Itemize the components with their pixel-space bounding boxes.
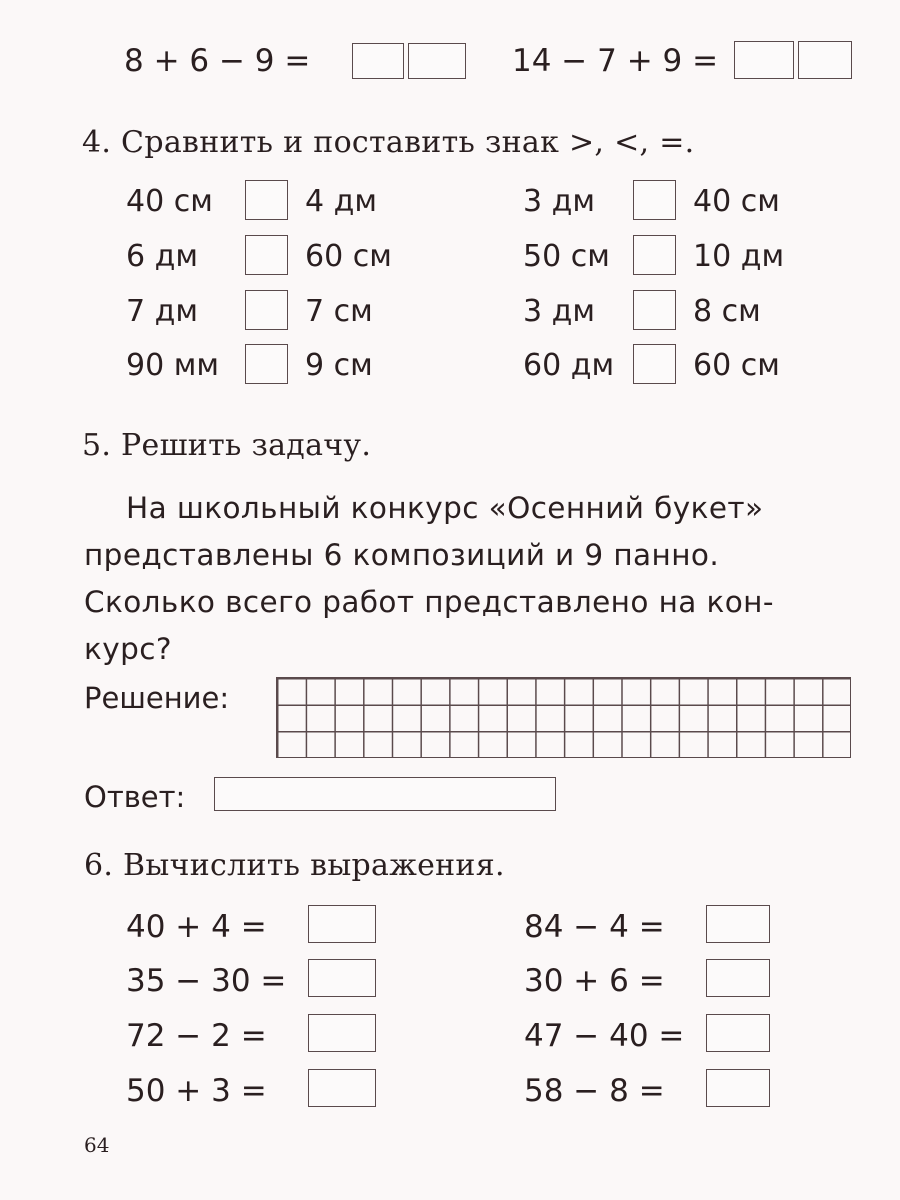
compare-left-a: 90 мм xyxy=(126,348,219,383)
calc-answer-box[interactable] xyxy=(706,959,770,997)
answer-box-top-left-2[interactable] xyxy=(408,43,466,79)
page-number: 64 xyxy=(84,1133,110,1157)
compare-left-b: 60 см xyxy=(305,239,392,274)
calc-answer-box[interactable] xyxy=(706,1069,770,1107)
calc-left-expression: 40 + 4 = xyxy=(126,909,267,945)
compare-right-a: 50 см xyxy=(523,239,610,274)
compare-left-a: 7 дм xyxy=(126,294,198,329)
compare-box[interactable] xyxy=(245,180,288,220)
compare-box[interactable] xyxy=(633,235,676,275)
compare-left-a: 40 см xyxy=(126,184,213,219)
compare-right-b: 10 дм xyxy=(693,239,785,274)
calc-right-expression: 47 − 40 = xyxy=(524,1018,685,1054)
solution-label: Решение: xyxy=(84,681,230,715)
compare-left-a: 6 дм xyxy=(126,239,198,274)
compare-right-a: 3 дм xyxy=(523,184,595,219)
compare-box[interactable] xyxy=(245,344,288,384)
task5-heading: 5. Решить задачу. xyxy=(82,428,372,463)
compare-right-b: 8 см xyxy=(693,294,761,329)
compare-box[interactable] xyxy=(633,344,676,384)
calc-answer-box[interactable] xyxy=(308,1014,376,1052)
compare-right-a: 60 дм xyxy=(523,348,615,383)
expression-top-right: 14 − 7 + 9 = xyxy=(512,43,719,79)
calc-left-expression: 72 − 2 = xyxy=(126,1018,267,1054)
compare-box[interactable] xyxy=(245,290,288,330)
answer-box-top-right-2[interactable] xyxy=(798,41,852,79)
calc-answer-box[interactable] xyxy=(706,905,770,943)
compare-box[interactable] xyxy=(245,235,288,275)
calc-right-expression: 58 − 8 = xyxy=(524,1073,665,1109)
compare-left-b: 4 дм xyxy=(305,184,377,219)
compare-left-b: 9 см xyxy=(305,348,373,383)
calc-right-expression: 84 − 4 = xyxy=(524,909,665,945)
calc-answer-box[interactable] xyxy=(308,905,376,943)
task4-heading: 4. Сравнить и поставить знак >, <, =. xyxy=(82,125,695,160)
calc-answer-box[interactable] xyxy=(706,1014,770,1052)
compare-right-b: 60 см xyxy=(693,348,780,383)
problem-line: На школьный конкурс «Осенний букет» xyxy=(126,491,764,525)
calc-left-expression: 35 − 30 = xyxy=(126,963,287,999)
problem-line: представлены 6 композиций и 9 панно. xyxy=(84,538,720,572)
problem-line: курс? xyxy=(84,632,172,666)
compare-right-b: 40 см xyxy=(693,184,780,219)
compare-left-b: 7 см xyxy=(305,294,373,329)
calc-left-expression: 50 + 3 = xyxy=(126,1073,267,1109)
calc-answer-box[interactable] xyxy=(308,1069,376,1107)
calc-right-expression: 30 + 6 = xyxy=(524,963,665,999)
answer-box-top-left-1[interactable] xyxy=(352,43,404,79)
expression-top-left: 8 + 6 − 9 = xyxy=(124,43,311,79)
compare-box[interactable] xyxy=(633,290,676,330)
solution-grid[interactable] xyxy=(276,677,851,758)
compare-box[interactable] xyxy=(633,180,676,220)
answer-field[interactable] xyxy=(214,777,556,811)
calc-answer-box[interactable] xyxy=(308,959,376,997)
answer-label: Ответ: xyxy=(84,780,186,814)
problem-line: Сколько всего работ представлено на кон- xyxy=(84,585,774,619)
compare-right-a: 3 дм xyxy=(523,294,595,329)
answer-box-top-right-1[interactable] xyxy=(734,41,794,79)
task6-heading: 6. Вычислить выражения. xyxy=(84,848,505,883)
